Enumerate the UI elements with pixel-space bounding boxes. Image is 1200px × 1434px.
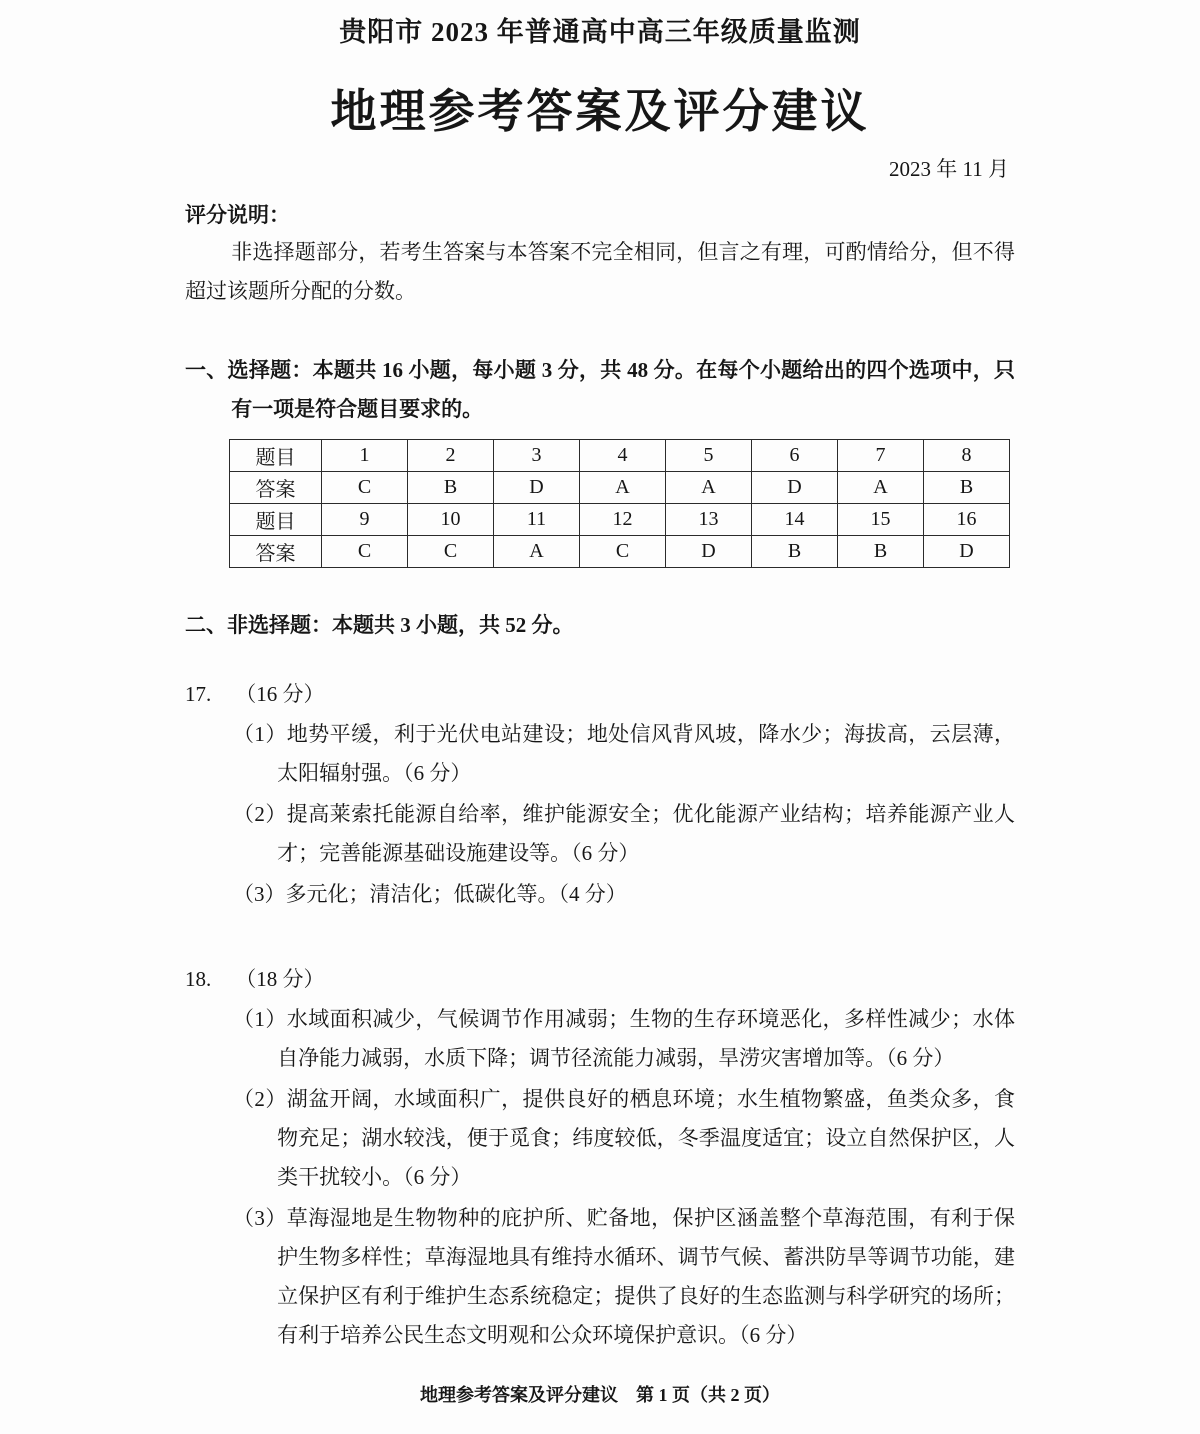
question-points: （18 分） — [235, 967, 325, 991]
answer-item: （1）地势平缓，利于光伏电站建设；地处信风背风坡，降水少；海拔高，云层薄，太阳辐射强。（6 分） — [233, 722, 1015, 785]
question-head — [185, 960, 1015, 998]
table-cell: 题目 — [230, 440, 322, 472]
table-cell: 11 — [494, 504, 580, 536]
answer-item: （2）湖盆开阔，水域面积广，提供良好的栖息环境；水生植物繁盛，鱼类众多，食物充足；湖水较浅，便于觅食；纬度较低，冬季温度适宜；设立自然保护区，人类干扰较小。（6 分） — [233, 1087, 1015, 1189]
question-18 — [185, 960, 1015, 1355]
table-cell: 答案 — [230, 472, 322, 504]
answer-item: （3）草海湿地是生物物种的庇护所、贮备地，保护区涵盖整个草海范围，有利于保护生物多样性；草海湿地具有维持水循环、调节气候、蓄洪防旱等调节功能，建立保护区有利于维护生态系统稳定；提供了良好的生态监测与科学研究的场所；有利于培养公民生态文明观和公众环境保护意识。（6 分） — [233, 1206, 1015, 1347]
page-title: 地理参考答案及评分建议 — [330, 85, 870, 137]
table-cell: 6 — [752, 440, 838, 472]
table-cell: 8 — [924, 440, 1010, 472]
table-cell: B — [924, 472, 1010, 504]
answer-item: （1）水域面积减少，气候调节作用减弱；生物的生存环境恶化，多样性减少；水体自净能力减弱，水质下降；调节径流能力减弱，旱涝灾害增加等。（6 分） — [233, 1007, 1015, 1070]
table-cell: 5 — [666, 440, 752, 472]
section2-heading: 二、非选择题：本题共 3 小题，共 52 分。 — [185, 613, 574, 637]
table-row — [230, 504, 1010, 536]
exam-date: 2023 年 11 月 — [889, 157, 1009, 181]
question-head — [185, 675, 1015, 713]
table-cell: 14 — [752, 504, 838, 536]
table-cell: C — [322, 472, 408, 504]
table-cell: 7 — [838, 440, 924, 472]
table-cell: D — [924, 536, 1010, 568]
question-number: 17. — [185, 682, 212, 706]
answer-item: （2）提高莱索托能源自给率，维护能源安全；优化能源产业结构；培养能源产业人才；完善能源基础设施建设等。（6 分） — [233, 802, 1015, 865]
table-row — [230, 472, 1010, 504]
table-cell: 题目 — [230, 504, 322, 536]
table-cell: A — [580, 472, 666, 504]
table-cell: C — [322, 536, 408, 568]
question-items — [233, 1000, 1015, 1355]
table-cell: D — [494, 472, 580, 504]
table-cell: C — [580, 536, 666, 568]
table-cell: C — [408, 536, 494, 568]
question-number: 18. — [185, 967, 212, 991]
exam-title: 贵阳市 2023 年普通高中高三年级质量监测 — [339, 17, 861, 47]
table-cell: B — [838, 536, 924, 568]
table-cell: 15 — [838, 504, 924, 536]
question-points: （16 分） — [235, 682, 325, 706]
table-cell: D — [666, 536, 752, 568]
scoring-note-label: 评分说明： — [185, 203, 290, 227]
table-cell: A — [494, 536, 580, 568]
table-cell: B — [408, 472, 494, 504]
table-cell: 1 — [322, 440, 408, 472]
table-cell: A — [838, 472, 924, 504]
table-cell: 9 — [322, 504, 408, 536]
scoring-note-text: 非选择题部分，若考生答案与本答案不完全相同，但言之有理，可酌情给分，但不得超过该题所分配的分数。 — [185, 240, 1015, 303]
table-cell: A — [666, 472, 752, 504]
table-cell: 2 — [408, 440, 494, 472]
table-row — [230, 536, 1010, 568]
table-cell: 13 — [666, 504, 752, 536]
question-17 — [185, 675, 1015, 914]
table-cell: 4 — [580, 440, 666, 472]
table-cell: 16 — [924, 504, 1010, 536]
table-cell: 答案 — [230, 536, 322, 568]
table-cell: B — [752, 536, 838, 568]
section1-heading: 一、选择题：本题共 16 小题，每小题 3 分，共 48 分。在每个小题给出的四个选项中，只有一项是符合题目要求的。 — [185, 358, 1015, 421]
table-cell: 3 — [494, 440, 580, 472]
page-footer: 地理参考答案及评分建议 第 1 页（共 2 页） — [420, 1385, 780, 1405]
table-row — [230, 440, 1010, 472]
table-cell: 12 — [580, 504, 666, 536]
question-items — [233, 715, 1015, 914]
table-cell: D — [752, 472, 838, 504]
answer-item: （3）多元化；清洁化；低碳化等。（4 分） — [233, 882, 627, 906]
table-cell: 10 — [408, 504, 494, 536]
answer-table — [229, 439, 1010, 568]
